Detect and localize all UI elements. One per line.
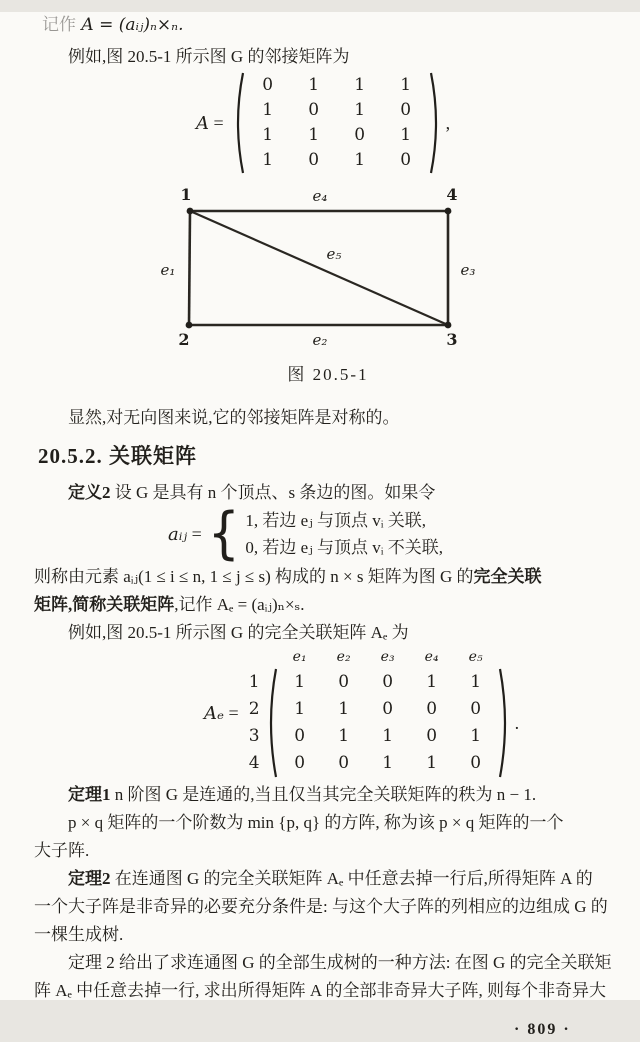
left-paren	[231, 71, 245, 175]
edge-e4-label: e₄	[312, 187, 328, 205]
case-brace: {	[207, 501, 240, 566]
major-submatrix-line1: p × q 矩阵的一个阶数为 min {p, q} 的方阵, 称为该 p × q 矩阵的一个	[68, 813, 564, 832]
theorem2-method-line2: 阵 Aₑ 中任意去掉一行, 求出所得矩阵 A 的全部非奇异大子阵, 则每个非奇异大	[34, 981, 606, 1000]
definition2-line2: 则称由元素 aᵢⱼ(1 ≤ i ≤ n, 1 ≤ j ≤ s) 构成的 n × s 矩阵为图 G 的完全关联	[34, 567, 542, 586]
vertex-3-label: 3	[446, 330, 458, 349]
adjacency-example-line: 例如,图 20.5-1 所示图 G 的邻接矩阵为	[68, 47, 350, 66]
notation-line	[42, 12, 640, 38]
theorem2-line1: 定理2 在连通图 G 的完全关联矩阵 Aₑ 中任意去掉一行后,所得矩阵 A 的	[68, 869, 593, 888]
aij-case-equation	[168, 501, 640, 566]
incidence-matrix	[204, 647, 640, 779]
edge-e5-line	[190, 211, 448, 325]
theorem2-line3: 一棵生成树.	[34, 925, 124, 944]
edge-e1-label: e₁	[160, 261, 176, 279]
symmetric-remark: 显然,对无向图来说,它的邻接矩阵是对称的。	[68, 408, 400, 427]
theorem2-method-line1: 定理 2 给出了求连通图 G 的全部生成树的一种方法: 在图 G 的完全关联矩	[68, 953, 612, 972]
definition2-label: 定义2	[68, 483, 111, 502]
definition2-line1: 定义2 设 G 是具有 n 个顶点、s 条边的图。如果令	[68, 483, 436, 502]
incidence-matrix-main	[246, 667, 520, 779]
case-line-2: 0, 若边 eⱼ 与顶点 vᵢ 不关联,	[245, 538, 443, 557]
edge-e1-line	[189, 211, 190, 325]
theorem1-line: 定理1 n 阶图 G 是连通的,当且仅当其完全关联矩阵的秩为 n − 1.	[68, 785, 537, 804]
vertex-4-dot	[445, 208, 452, 215]
right-paren	[498, 667, 512, 779]
graph-drawing	[148, 183, 508, 353]
vertex-2-label: 2	[178, 330, 190, 349]
vertex-1-label: 1	[180, 185, 192, 204]
incidence-row-labels: 1 2 3 4	[248, 672, 260, 773]
vertex-4-label: 4	[446, 185, 458, 204]
edge-e5-label: e₅	[326, 245, 342, 263]
left-paren	[264, 667, 278, 779]
notation-math: A = (aᵢⱼ)ₙ×ₙ.	[76, 15, 184, 35]
page-number: · 809 ·	[514, 1021, 571, 1038]
vertex-1-dot	[187, 208, 194, 215]
major-submatrix-line2: 大子阵.	[34, 841, 90, 860]
adjacency-matrix-trailing: ,	[445, 112, 451, 133]
edge-e2-label: e₂	[312, 331, 328, 349]
notation-faded-text: 记作	[42, 15, 76, 34]
vertex-2-dot	[186, 322, 193, 329]
vertex-3-dot	[445, 322, 452, 329]
right-paren	[429, 71, 443, 175]
incidence-example-line: 例如,图 20.5-1 所示图 G 的完全关联矩阵 Aₑ 为	[68, 623, 409, 642]
case-lhs: aᵢⱼ =	[168, 523, 202, 545]
graph-figure	[148, 183, 508, 387]
definition2-line3: 矩阵,简称关联矩阵,记作 Aₑ = (aᵢⱼ)ₙ×ₛ.	[34, 595, 305, 614]
figure-caption: 图 20.5-1	[287, 365, 369, 384]
incidence-column-headers: e₁ e₂ e₃ e₄ e₅	[292, 649, 483, 665]
theorem2-line2: 一个大子阵是非奇异的必要充分条件是: 与这个大子阵的列相应的边组成 G 的	[34, 897, 608, 916]
incidence-matrix-trailing: .	[514, 712, 520, 733]
section-heading: 20.5.2. 关联矩阵	[38, 444, 197, 468]
incidence-matrix-grid: 1 0 0 1 1 1 1 0 0 0 0 1 1 0 1 0 0 1 1 0	[294, 672, 482, 773]
theorem2-label: 定理2	[68, 869, 111, 888]
case-lines	[245, 507, 443, 561]
edge-e3-label: e₃	[460, 261, 476, 279]
case-line-1: 1, 若边 eⱼ 与顶点 vᵢ 关联,	[245, 511, 426, 530]
incidence-matrix-label: Aₑ =	[204, 702, 239, 724]
adjacency-matrix-grid: 0 1 1 1 1 0 1 0 1 1 0 1 1 0 1 0	[262, 75, 412, 170]
scanned-textbook-page	[0, 12, 640, 1038]
graph-edges	[189, 211, 448, 325]
theorem1-label: 定理1	[68, 785, 111, 804]
adjacency-matrix	[196, 71, 640, 175]
incidence-matrix-body	[246, 647, 520, 779]
adjacency-matrix-label: A =	[196, 112, 224, 134]
